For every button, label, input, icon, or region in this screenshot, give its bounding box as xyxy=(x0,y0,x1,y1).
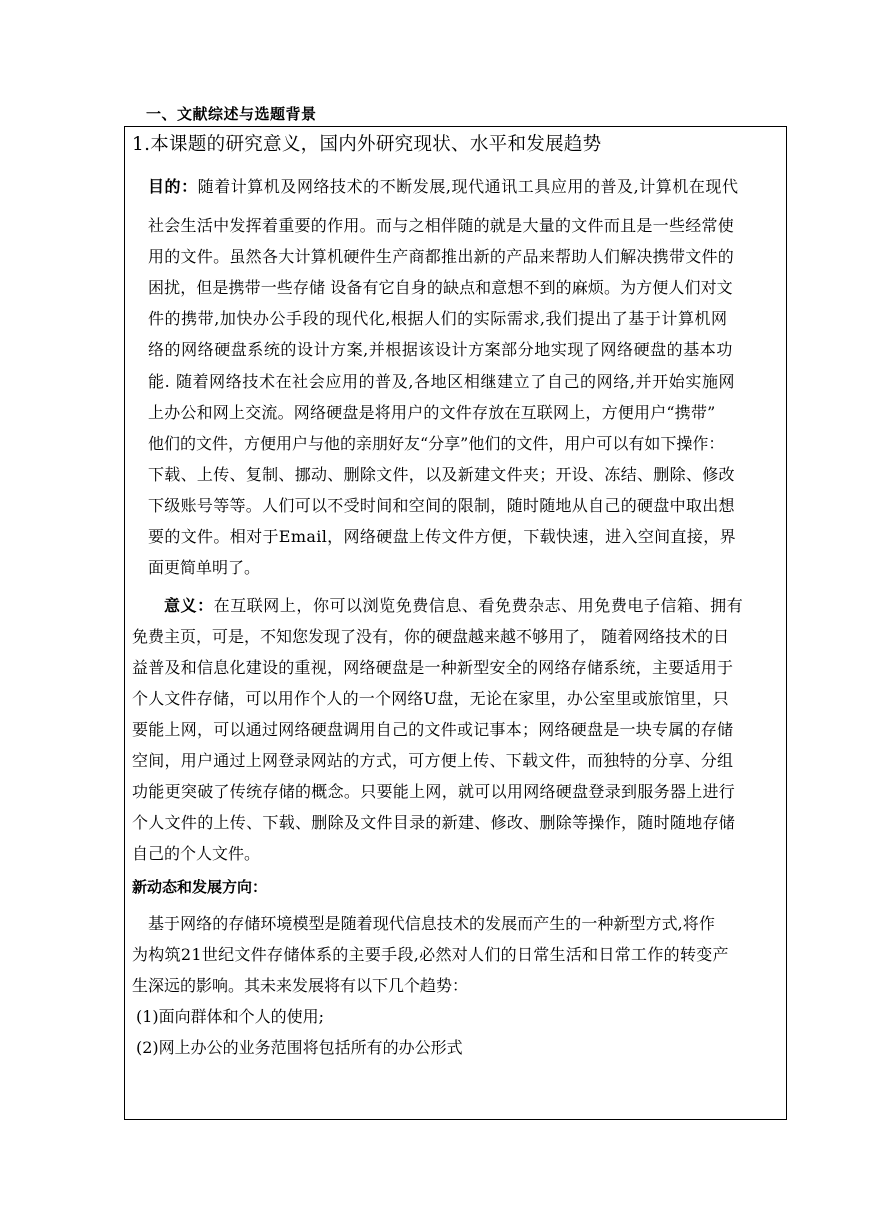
trends-item: (2)网上办公的业务范围将包括所有的办公形式 xyxy=(136,1038,463,1057)
significance-label: 意义： xyxy=(164,596,214,615)
purpose-line: 困扰，但是携带一些存储 设备有它自身的缺点和意想不到的麻烦。为方便人们对文 xyxy=(148,278,733,297)
trends-line: 生深远的影响。其未来发展将有以下几个趋势： xyxy=(132,976,469,995)
trends-item: (1)面向群体和个人的使用; xyxy=(136,1007,325,1026)
significance-line: 个人文件存储，可以用作个人的一个网络U盘，无论在家里，办公室里或旅馆里，只 xyxy=(132,689,729,708)
significance-line: 个人文件的上传、下载、删除及文件目录的新建、修改、删除等操作，随时随地存储 xyxy=(132,813,736,832)
significance-line: 要能上网，可以通过网络硬盘调用自己的文件或记事本；网络硬盘是一块专属的存储 xyxy=(132,720,734,739)
significance-line: 功能更突破了传统存储的概念。只要能上网，就可以用网络硬盘登录到服务器上进行 xyxy=(132,782,736,801)
purpose-line: 能. 随着网络技术在社会应用的普及,各地区相继建立了自己的网络,并开始实施网 xyxy=(148,372,736,391)
purpose-label: 目的： xyxy=(148,177,198,196)
purpose-line: 面更简单明了。 xyxy=(148,558,261,577)
significance-line: 意义：在互联网上，你可以浏览免费信息、看免费杂志、用免费电子信箱、拥有 xyxy=(164,596,744,615)
purpose-line: 下级账号等等。人们可以不受时间和空间的限制，随时随地从自己的硬盘中取出想 xyxy=(148,496,735,515)
section-heading: 一、文献综述与选题背景 xyxy=(146,105,317,123)
significance-line: 自己的个人文件。 xyxy=(132,844,261,863)
content-box xyxy=(124,126,787,1120)
box-title: 1.本课题的研究意义，国内外研究现状、水平和发展趋势 xyxy=(132,134,602,155)
purpose-line: 目的：随着计算机及网络技术的不断发展,现代通讯工具应用的普及,计算机在现代 xyxy=(148,177,739,196)
significance-line: 免费主页，可是，不知您发现了没有，你的硬盘越来越不够用了， 随着网络技术的日 xyxy=(132,627,730,646)
trends-heading: 新动态和发展方向： xyxy=(132,878,268,896)
purpose-line: 社会生活中发挥着重要的作用。而与之相伴随的就是大量的文件而且是一些经常使 xyxy=(148,216,735,235)
purpose-line: 用的文件。虽然各大计算机硬件生产商都推出新的产品来帮助人们解决携带文件的 xyxy=(148,247,735,266)
significance-line: 益普及和信息化建设的重视，网络硬盘是一种新型安全的网络存储系统，主要适用于 xyxy=(132,658,734,677)
significance-line: 空间，用户通过上网登录网站的方式，可方便上传、下载文件，而独特的分享、分组 xyxy=(132,751,734,770)
trends-line: 为构筑21世纪文件存储体系的主要手段,必然对人们的日常生活和日常工作的转变产 xyxy=(132,945,729,964)
trends-line: 基于网络的存储环境模型是随着现代信息技术的发展而产生的一种新型方式,将作 xyxy=(148,914,715,933)
purpose-line: 络的网络硬盘系统的设计方案,并根据该设计方案部分地实现了网络硬盘的基本功 xyxy=(148,340,733,359)
purpose-line: 要的文件。相对于Email，网络硬盘上传文件方便，下载快速，进入空间直接，界 xyxy=(148,527,736,546)
purpose-line: 上办公和网上交流。网络硬盘是将用户的文件存放在互联网上，方便用户“携带” xyxy=(148,403,716,422)
purpose-line: 件的携带,加快办公手段的现代化,根据人们的实际需求,我们提出了基于计算机网 xyxy=(148,309,728,328)
purpose-line: 他们的文件，方便用户与他的亲朋好友“分享”他们的文件，用户可以有如下操作： xyxy=(148,434,725,453)
purpose-line: 下载、上传、复制、挪动、删除文件，以及新建文件夹；开设、冻结、删除、修改 xyxy=(148,465,735,484)
